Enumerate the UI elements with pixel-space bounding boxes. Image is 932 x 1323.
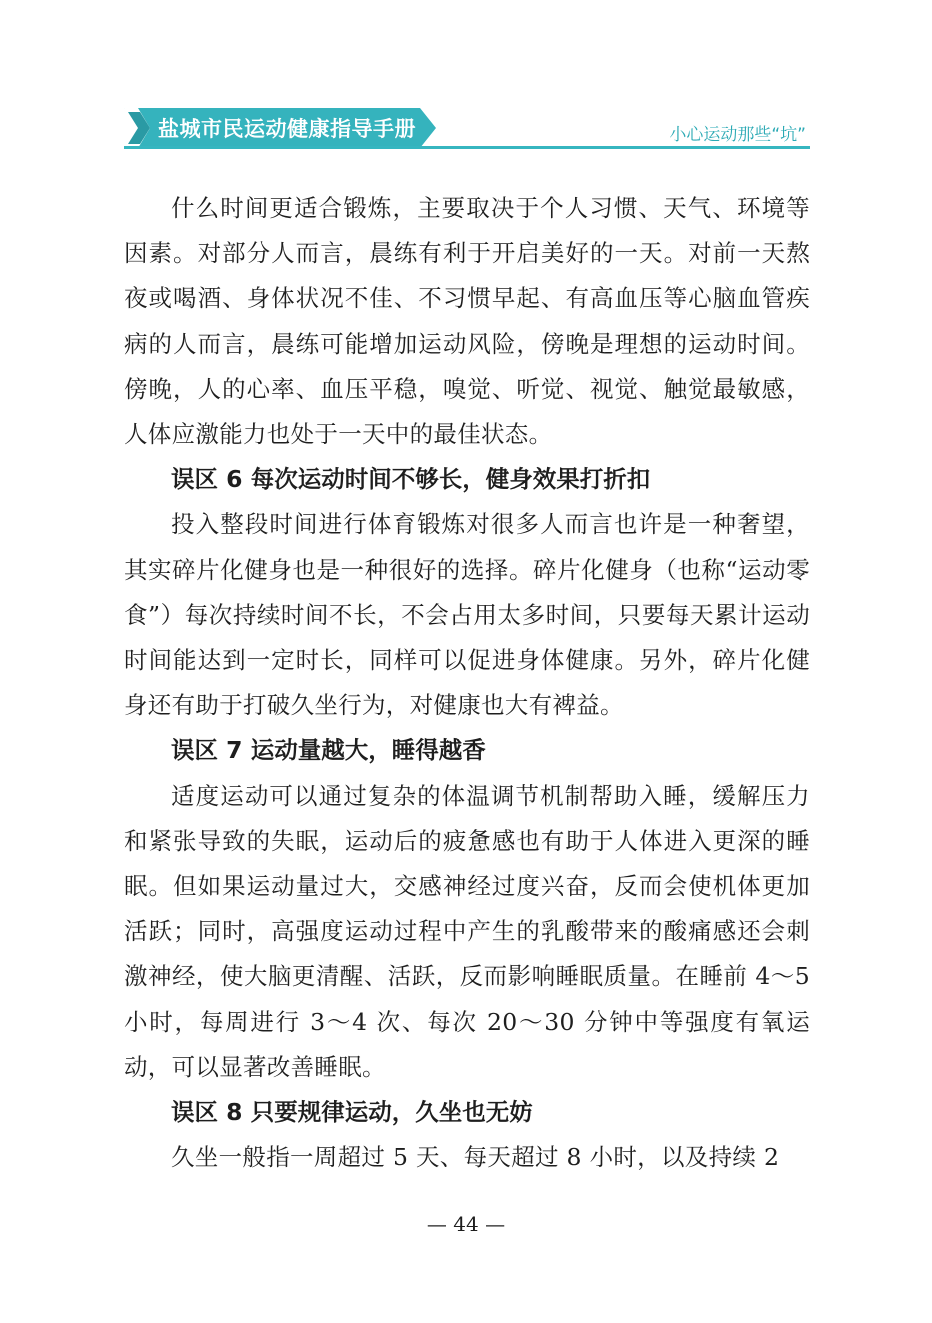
page-number: — 44 —: [426, 1212, 506, 1236]
page-header: [124, 104, 810, 152]
book-title: 盐城市民运动健康指导手册: [158, 117, 416, 141]
section-title: 小心运动那些“坑”: [669, 125, 806, 145]
page-body: [124, 186, 810, 1180]
paragraph-1: 什么时间更适合锻炼，主要取决于个人习惯、天气、环境等因素。对部分人而言，晨练有利于开启美好的一天。对前一天熬夜或喝酒、身体状况不佳、不习惯早起、有高血压等心脑血管疾病的人而言，晨练可能增加运动风险，傍晚是理想的运动时间。傍晚，人的心率、血压平稳，嗅觉、听觉、视觉、触觉最敏感，人体应激能力也处于一天中的最佳状态。: [124, 194, 810, 449]
paragraph-4: 久坐一般指一周超过 5 天、每天超过 8 小时，以及持续 2: [171, 1143, 780, 1172]
paragraph-2: 投入整段时间进行体育锻炼对很多人而言也许是一种奢望，其实碎片化健身也是一种很好的选择。碎片化健身（也称“运动零食”）每次持续时间不长，不会占用太多时间，只要每天累计运动时间能达到一定时长，同样可以促进身体健康。另外，碎片化健身还有助于打破久坐行为，对健康也大有裨益。: [124, 510, 810, 720]
heading-myth-6: 误区 6 每次运动时间不够长，健身效果打折扣: [171, 465, 651, 494]
header-divider: [124, 146, 810, 149]
heading-myth-8: 误区 8 只要规律运动，久坐也无妨: [171, 1098, 533, 1127]
paragraph-3: 适度运动可以通过复杂的体温调节机制帮助入睡，缓解压力和紧张导致的失眠，运动后的疲惫感也有助于人体进入更深的睡眠。但如果运动量过大，交感神经过度兴奋，反而会使机体更加活跃；同时，高强度运动过程中产生的乳酸带来的酸痛感还会刺激神经，使大脑更清醒、活跃，反而影响睡眠质量。在睡前 4～5 小时，每周进行 3～4 次、每次 20～30 分钟中等强度有氧运动，可以显著改善睡眠。: [124, 781, 810, 1081]
heading-myth-7: 误区 7 运动量越大，睡得越香: [171, 736, 486, 765]
header-banner: [124, 104, 436, 148]
